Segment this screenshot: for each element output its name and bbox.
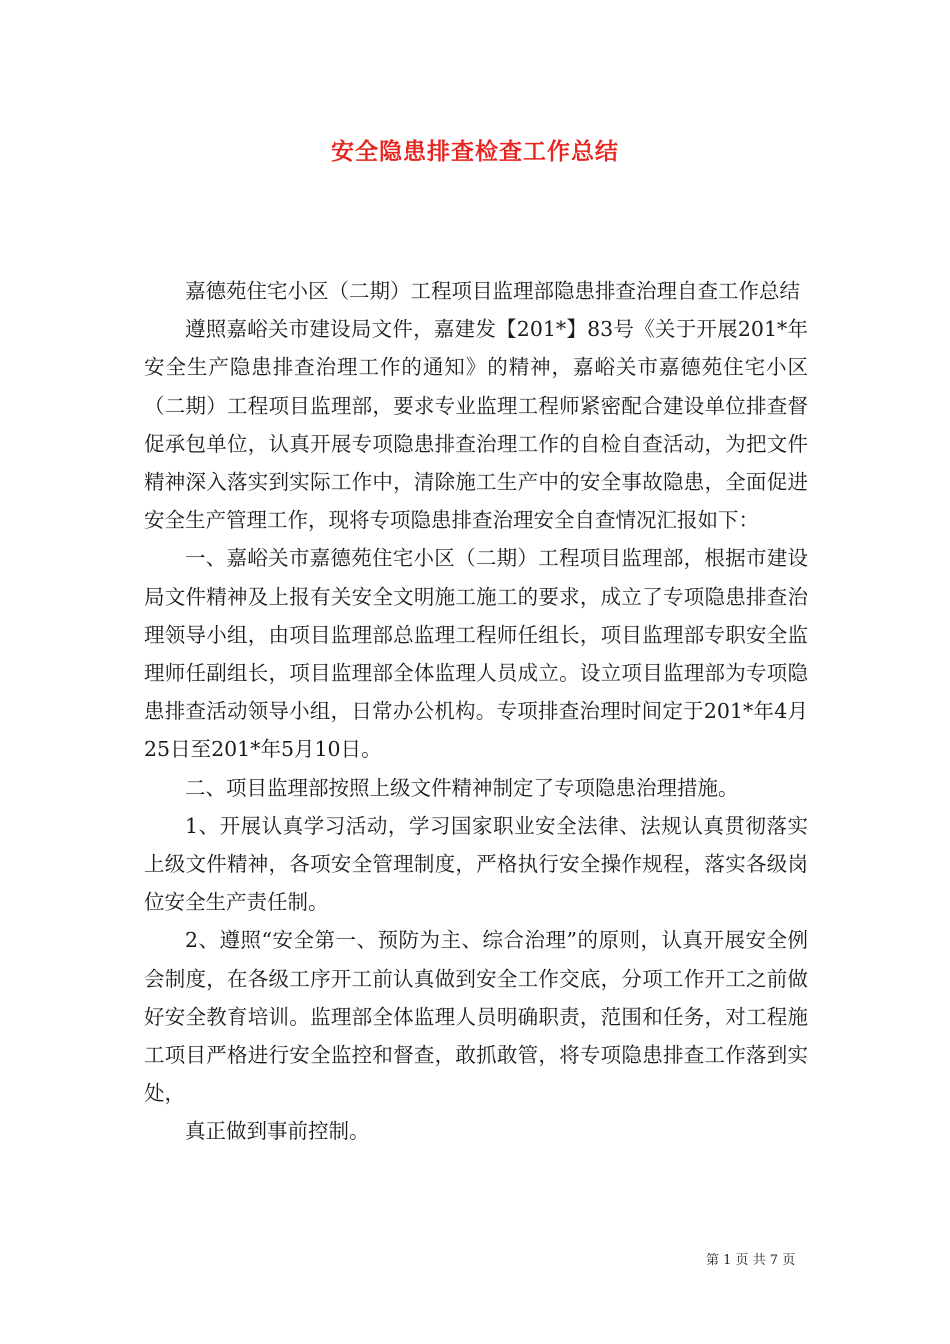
document-body — [144, 272, 808, 1151]
paragraph-item-two: 2、遵照“安全第一、预防为主、综合治理”的原则，认真开展安全例会制度，在各级工序开工前认真做到安全工作交底，分项工作开工之前做好安全教育培训。监理部全体监理人员明确职责，范围和任务，对工程施工项目严格进行安全监控和督查，敢抓敢管，将专项隐患排查工作落到实处， — [144, 928, 808, 1106]
paragraph-intro: 遵照嘉峪关市建设局文件，嘉建发【201*】83号《关于开展201*年安全生产隐患排查治理工作的通知》的精神，嘉峪关市嘉德苑住宅小区（二期）工程项目监理部，要求专业监理工程师紧密配合建设单位排查督促承包单位，认真开展专项隐患排查治理工作的自检自查活动，为把文件精神深入落实到实际工作中，清除施工生产中的安全事故隐患，全面促进安全生产管理工作，现将专项隐患排查治理安全自查情况汇报如下： — [144, 317, 808, 533]
paragraph-closing: 真正做到事前控制。 — [185, 1119, 370, 1144]
paragraph-subtitle: 嘉德苑住宅小区（二期）工程项目监理部隐患排查治理自查工作总结 — [185, 279, 800, 303]
paragraph-section-two: 二、项目监理部按照上级文件精神制定了专项隐患治理措施。 — [185, 775, 739, 800]
paragraph-section-one: 一、嘉峪关市嘉德苑住宅小区（二期）工程项目监理部，根据市建设局文件精神及上报有关安全文明施工施工的要求，成立了专项隐患排查治理领导小组，由项目监理部总监理工程师任组长，项目监理部专职安全监理师任副组长，项目监理部全体监理人员成立。设立项目监理部为专项隐患排查活动领导小组，日常办公机构。专项排查治理时间定于201*年4月25日至201*年5月10日。 — [144, 546, 808, 762]
paragraph-item-one: 1、开展认真学习活动，学习国家职业安全法律、法规认真贯彻落实上级文件精神，各项安全管理制度，严格执行安全操作规程，落实各级岗位安全生产责任制。 — [144, 813, 808, 915]
page-number: 第 1 页 共 7 页 — [706, 1253, 796, 1268]
document-title: 安全隐患排查检查工作总结 — [331, 139, 619, 165]
